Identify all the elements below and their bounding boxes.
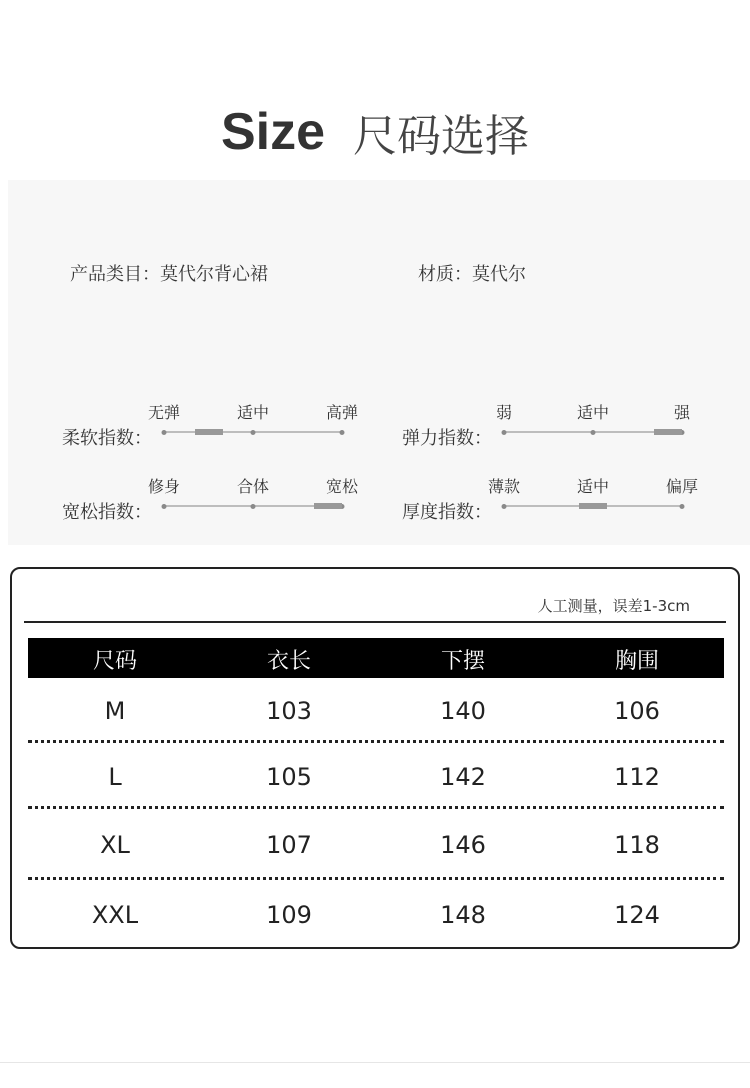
column-header-length: 衣长 — [266, 649, 311, 674]
elasticity-selected-marker — [654, 429, 682, 435]
softness-option-low: 无弹 — [147, 403, 181, 422]
softness-dot-mid — [251, 430, 256, 435]
spec-panel — [8, 180, 750, 545]
measurement-note: 人工测量，误差1-3cm — [537, 597, 690, 615]
cell-bust: 106 — [614, 697, 660, 725]
size-table — [10, 567, 740, 949]
column-header-bust: 胸围 — [614, 649, 659, 674]
elasticity-dot-low — [502, 430, 507, 435]
table-row — [28, 815, 724, 875]
cell-length: 103 — [266, 697, 312, 725]
cell-bust: 118 — [614, 831, 660, 859]
thickness-index-label: 厚度指数： — [402, 502, 492, 523]
bottom-divider — [0, 1062, 750, 1063]
elasticity-index — [402, 400, 722, 460]
elasticity-dot-mid — [591, 430, 596, 435]
material-value: 莫代尔 — [472, 264, 526, 285]
row-divider — [28, 877, 724, 880]
thickness-index — [402, 474, 722, 534]
thickness-dot-high — [680, 504, 685, 509]
fit-option-mid: 合体 — [236, 477, 270, 496]
thickness-option-mid: 适中 — [576, 477, 610, 496]
page-title — [0, 100, 750, 164]
softness-selected-marker — [195, 429, 223, 435]
cell-hem: 148 — [440, 901, 486, 929]
cell-length: 105 — [266, 763, 312, 791]
thickness-option-high: 偏厚 — [665, 477, 699, 496]
cell-hem: 140 — [440, 697, 486, 725]
row-divider — [28, 740, 724, 743]
softness-index — [62, 400, 382, 460]
softness-dot-high — [340, 430, 345, 435]
thickness-option-low: 薄款 — [487, 477, 521, 496]
table-row — [28, 885, 724, 945]
elasticity-index-label: 弹力指数： — [402, 428, 492, 449]
cell-size: XL — [100, 831, 130, 859]
thickness-dot-low — [502, 504, 507, 509]
softness-option-mid: 适中 — [236, 403, 270, 422]
elasticity-option-mid: 适中 — [576, 403, 610, 422]
title-en: Size — [220, 103, 326, 161]
fit-dot-low — [162, 504, 167, 509]
cell-bust: 124 — [614, 901, 660, 929]
fit-option-high: 宽松 — [325, 477, 359, 496]
column-header-hem: 下摆 — [440, 649, 485, 674]
softness-index-label: 柔软指数： — [62, 428, 152, 449]
category-spec — [70, 260, 268, 286]
cell-size: XXL — [91, 901, 139, 929]
cell-hem: 142 — [440, 763, 486, 791]
header-divider — [24, 621, 726, 623]
category-value: 莫代尔背心裙 — [160, 264, 268, 285]
table-row — [28, 747, 724, 807]
cell-size: L — [108, 763, 122, 791]
table-header — [28, 638, 724, 678]
fit-option-low: 修身 — [147, 477, 181, 496]
material-spec — [418, 260, 526, 286]
softness-option-high: 高弹 — [325, 403, 359, 422]
column-header-size: 尺码 — [92, 649, 137, 674]
fit-dot-mid — [251, 504, 256, 509]
fit-index-label: 宽松指数： — [62, 502, 152, 523]
thickness-selected-marker — [579, 503, 607, 509]
elasticity-option-low: 弱 — [495, 403, 513, 422]
material-label: 材质： — [418, 264, 472, 285]
fit-selected-marker — [314, 503, 342, 509]
cell-length: 107 — [266, 831, 312, 859]
cell-size: M — [104, 697, 126, 725]
softness-dot-low — [162, 430, 167, 435]
cell-length: 109 — [266, 901, 312, 929]
elasticity-option-high: 强 — [673, 403, 691, 422]
cell-hem: 146 — [440, 831, 486, 859]
category-label: 产品类目： — [70, 264, 160, 285]
table-row — [28, 681, 724, 741]
title-zh: 尺码选择 — [353, 111, 530, 162]
fit-index — [62, 474, 382, 534]
row-divider — [28, 806, 724, 809]
cell-bust: 112 — [614, 763, 660, 791]
